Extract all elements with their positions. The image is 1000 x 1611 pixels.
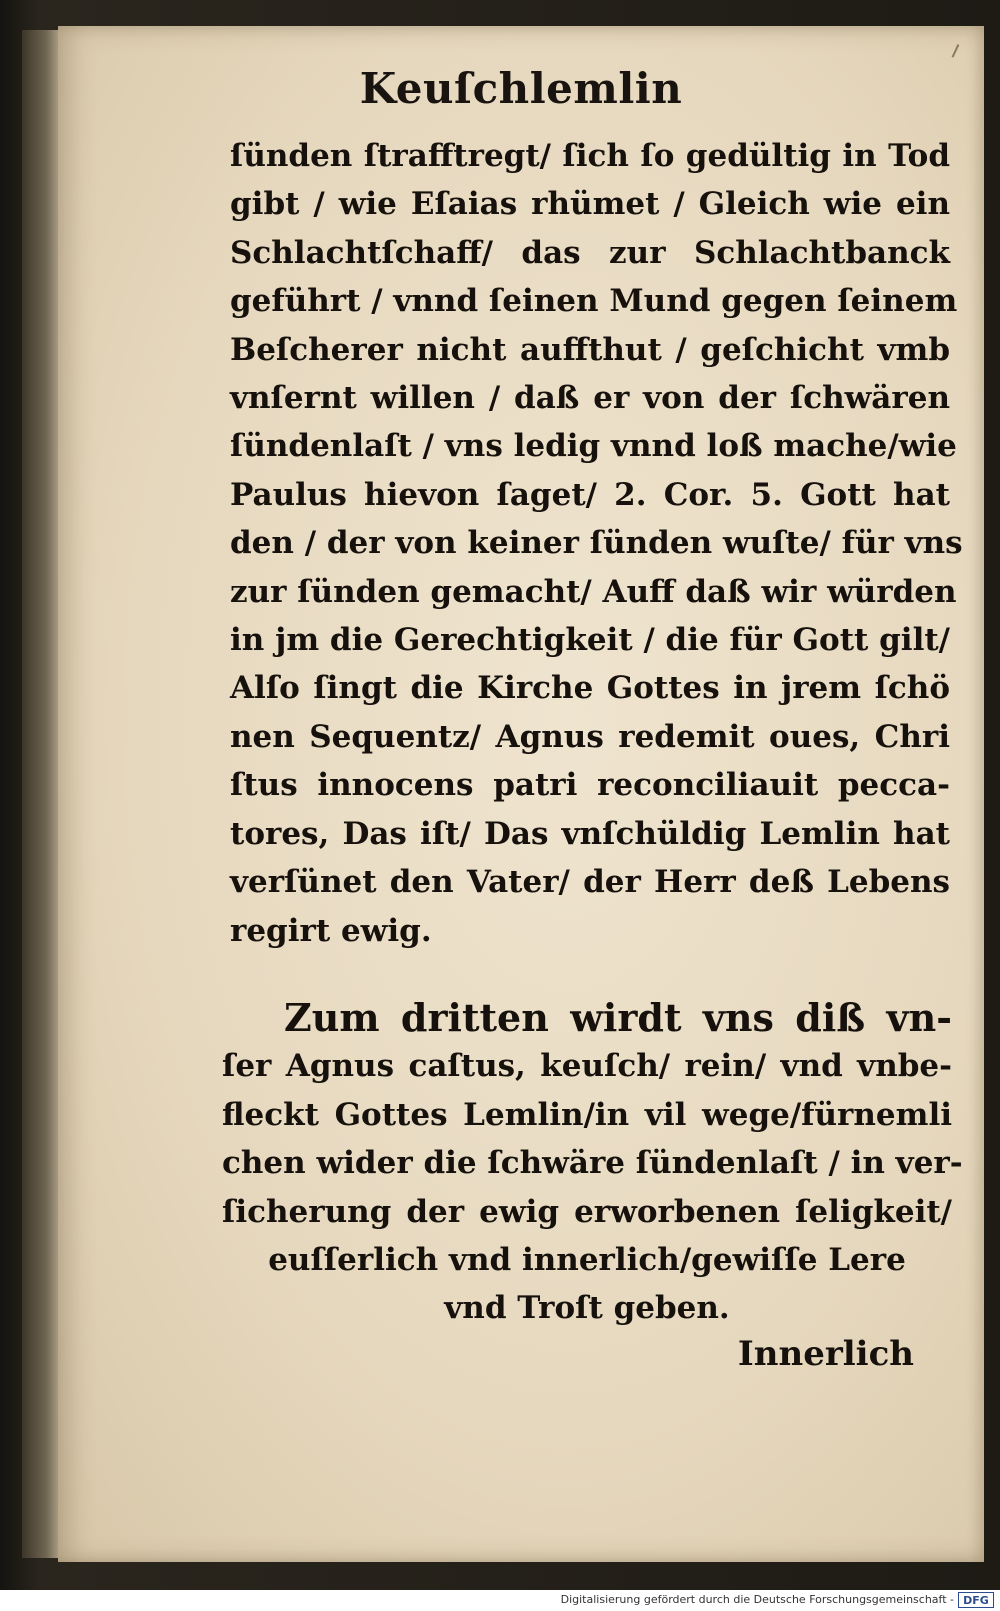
section-three	[222, 994, 963, 1333]
text-line: vnſernt willen / daß er von der ſchwären	[230, 380, 950, 417]
credit-bar	[0, 1590, 1000, 1611]
text-line: ſünden ſtrafftregt/ ſich ſo gedültig in Tod	[230, 138, 950, 174]
text-line: euſſerlich vnd innerlich/gewiſſe Lere	[268, 1242, 906, 1279]
text-line: zur ſünden gemacht/ Auff daß wir würden	[230, 573, 957, 610]
text-line: in jm die Gerechtigkeit / die für Gott gilt/	[230, 622, 950, 659]
text-line: Beſcherer nicht auffthut / geſchicht vmb	[230, 331, 950, 368]
corner-mark	[952, 44, 969, 62]
text-line: tores, Das iſt/ Das vnſchüldig Lemlin hat	[230, 815, 950, 852]
text-line: Schlachtſchaff/ das zur Schlachtbanck	[230, 234, 950, 271]
catchword: Innerlich	[737, 1334, 914, 1374]
body-text	[230, 132, 963, 955]
dfg-logo-icon: DFG	[958, 1592, 994, 1608]
text-line: ſicherung der ewig erworbenen ſeligkeit/	[222, 1193, 952, 1230]
text-line: Paulus hievon ſaget/ 2. Cor. 5. Gott hat	[230, 476, 950, 513]
text-line: ſer Agnus caſtus, keuſch/ rein/ vnd vnbe-	[222, 1048, 952, 1085]
text-line: ſtus innocens patri reconciliauit pecca-	[230, 767, 950, 804]
page-edge	[22, 30, 62, 1558]
credit-text: Digitalisierung gefördert durch die Deutsche Forschungsgemeinschaft -	[560, 1593, 954, 1606]
text-line: fleckt Gottes Lemlin/in vil wege/fürnemli	[222, 1096, 952, 1133]
text-line: nen Sequentz/ Agnus redemit oues, Chri	[230, 718, 950, 755]
book-page	[58, 26, 984, 1562]
text-line: den / der von keiner ſünden wuſte/ für vns	[230, 525, 963, 562]
text-line: vnd Troſt geben.	[444, 1290, 730, 1327]
text-line: gibt / wie Eſaias rhümet / Gleich wie ein	[230, 186, 950, 223]
text-line: regirt ewig.	[230, 912, 432, 949]
section-headline: Zum dritten wirdt vns diß vn-	[284, 995, 952, 1040]
text-line: verſünet den Vater/ der Herr deß Lebens	[230, 864, 950, 901]
text-line: geführt / vnnd ſeinen Mund gegen ſeinem	[230, 283, 958, 320]
text-line: ſündenlaſt / vns ledig vnnd loß mache/wie	[230, 428, 957, 465]
running-head: Keuſchlemlin	[359, 64, 683, 113]
text-line: Alſo ſingt die Kirche Gottes in jrem ſchö	[230, 670, 950, 707]
text-line: chen wider die ſchwäre ſündenlaſt / in ver-	[222, 1145, 963, 1182]
